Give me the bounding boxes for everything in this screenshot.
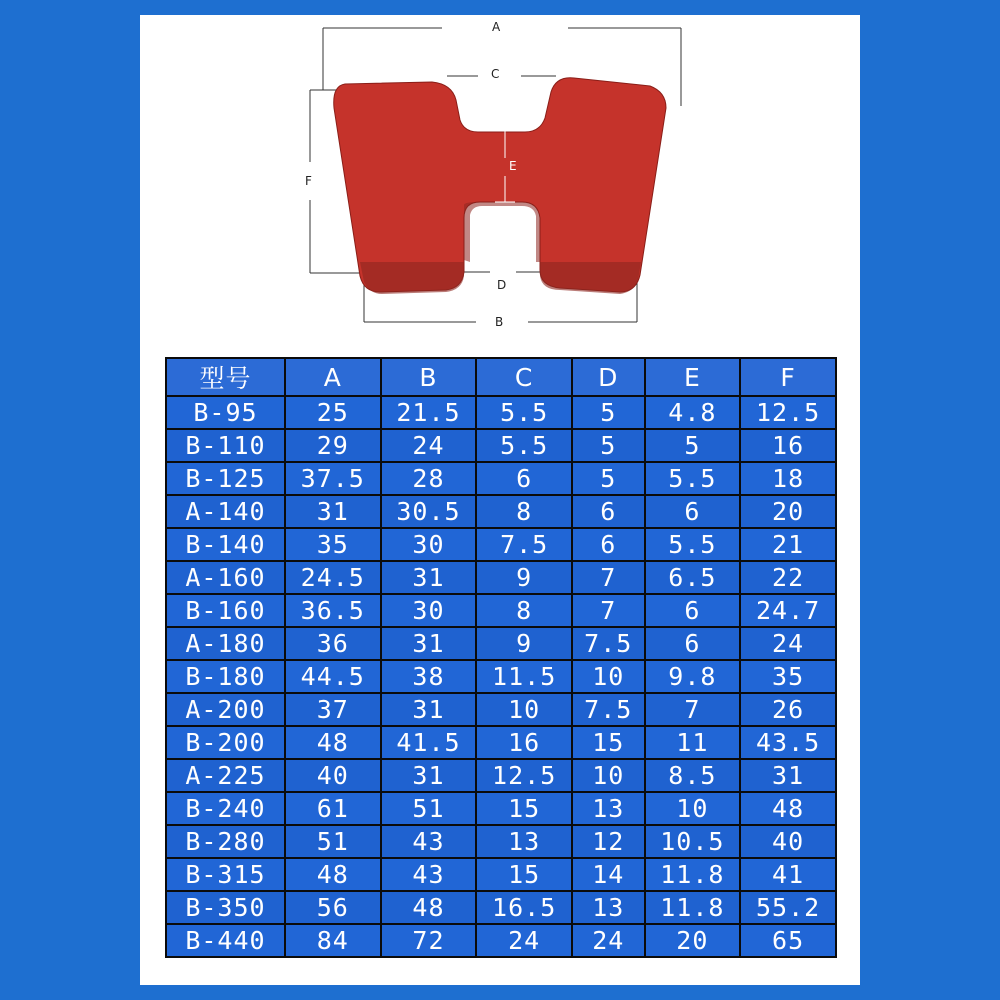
cell-e: 10 bbox=[645, 792, 741, 825]
cell-f: 18 bbox=[740, 462, 836, 495]
cell-a: 40 bbox=[285, 759, 381, 792]
part-drawing bbox=[0, 0, 1000, 345]
cell-d: 14 bbox=[572, 858, 644, 891]
cell-d: 7 bbox=[572, 594, 644, 627]
cell-d: 7.5 bbox=[572, 693, 644, 726]
cell-model: B-350 bbox=[166, 891, 285, 924]
dim-label-e: E bbox=[509, 159, 517, 173]
cell-f: 22 bbox=[740, 561, 836, 594]
cell-a: 37.5 bbox=[285, 462, 381, 495]
table-row bbox=[166, 759, 836, 792]
cell-e: 4.8 bbox=[645, 396, 741, 429]
cell-d: 10 bbox=[572, 759, 644, 792]
cell-a: 48 bbox=[285, 726, 381, 759]
cell-b: 72 bbox=[381, 924, 477, 957]
cell-e: 20 bbox=[645, 924, 741, 957]
table-row bbox=[166, 858, 836, 891]
coupling-part-shape bbox=[334, 78, 666, 292]
cell-f: 55.2 bbox=[740, 891, 836, 924]
cell-c: 16 bbox=[476, 726, 572, 759]
cell-c: 8 bbox=[476, 594, 572, 627]
cell-c: 8 bbox=[476, 495, 572, 528]
cell-e: 5 bbox=[645, 429, 741, 462]
dim-label-d: D bbox=[497, 278, 507, 292]
cell-a: 24.5 bbox=[285, 561, 381, 594]
cell-e: 5.5 bbox=[645, 462, 741, 495]
cell-c: 15 bbox=[476, 858, 572, 891]
cell-f: 65 bbox=[740, 924, 836, 957]
cell-a: 51 bbox=[285, 825, 381, 858]
cell-e: 11.8 bbox=[645, 891, 741, 924]
cell-model: B-110 bbox=[166, 429, 285, 462]
table-row bbox=[166, 594, 836, 627]
cell-a: 37 bbox=[285, 693, 381, 726]
cell-model: B-125 bbox=[166, 462, 285, 495]
cell-e: 10.5 bbox=[645, 825, 741, 858]
cell-a: 44.5 bbox=[285, 660, 381, 693]
cell-model: B-315 bbox=[166, 858, 285, 891]
dim-label-a: A bbox=[492, 20, 501, 34]
cell-e: 6 bbox=[645, 495, 741, 528]
cell-a: 61 bbox=[285, 792, 381, 825]
table-row bbox=[166, 462, 836, 495]
cell-d: 5 bbox=[572, 396, 644, 429]
cell-c: 9 bbox=[476, 561, 572, 594]
cell-c: 5.5 bbox=[476, 396, 572, 429]
cell-e: 7 bbox=[645, 693, 741, 726]
cell-model: A-225 bbox=[166, 759, 285, 792]
spec-header-row bbox=[166, 358, 836, 396]
cell-b: 31 bbox=[381, 561, 477, 594]
cell-f: 12.5 bbox=[740, 396, 836, 429]
cell-model: A-160 bbox=[166, 561, 285, 594]
cell-b: 30 bbox=[381, 528, 477, 561]
cell-d: 15 bbox=[572, 726, 644, 759]
cell-model: B-200 bbox=[166, 726, 285, 759]
dim-label-f: F bbox=[305, 174, 312, 188]
cell-b: 51 bbox=[381, 792, 477, 825]
table-row bbox=[166, 891, 836, 924]
cell-e: 6.5 bbox=[645, 561, 741, 594]
header-d: D bbox=[572, 358, 644, 396]
cell-a: 31 bbox=[285, 495, 381, 528]
table-row bbox=[166, 660, 836, 693]
cell-e: 11 bbox=[645, 726, 741, 759]
cell-model: B-95 bbox=[166, 396, 285, 429]
cell-b: 41.5 bbox=[381, 726, 477, 759]
cell-f: 16 bbox=[740, 429, 836, 462]
cell-d: 24 bbox=[572, 924, 644, 957]
cell-f: 20 bbox=[740, 495, 836, 528]
header-c: C bbox=[476, 358, 572, 396]
dim-label-c: C bbox=[491, 67, 500, 81]
table-row bbox=[166, 726, 836, 759]
cell-d: 6 bbox=[572, 528, 644, 561]
cell-f: 48 bbox=[740, 792, 836, 825]
spec-table bbox=[165, 357, 837, 958]
cell-f: 31 bbox=[740, 759, 836, 792]
table-row bbox=[166, 528, 836, 561]
cell-d: 7.5 bbox=[572, 627, 644, 660]
header-f: F bbox=[740, 358, 836, 396]
cell-model: B-180 bbox=[166, 660, 285, 693]
cell-f: 43.5 bbox=[740, 726, 836, 759]
cell-c: 13 bbox=[476, 825, 572, 858]
cell-c: 7.5 bbox=[476, 528, 572, 561]
header-e: E bbox=[645, 358, 741, 396]
cell-f: 41 bbox=[740, 858, 836, 891]
cell-a: 29 bbox=[285, 429, 381, 462]
cell-e: 5.5 bbox=[645, 528, 741, 561]
cell-model: A-180 bbox=[166, 627, 285, 660]
header-a: A bbox=[285, 358, 381, 396]
cell-model: A-140 bbox=[166, 495, 285, 528]
cell-b: 31 bbox=[381, 627, 477, 660]
cell-b: 24 bbox=[381, 429, 477, 462]
cell-b: 30.5 bbox=[381, 495, 477, 528]
cell-d: 6 bbox=[572, 495, 644, 528]
cell-a: 84 bbox=[285, 924, 381, 957]
cell-model: B-160 bbox=[166, 594, 285, 627]
cell-b: 31 bbox=[381, 693, 477, 726]
cell-a: 25 bbox=[285, 396, 381, 429]
cell-c: 5.5 bbox=[476, 429, 572, 462]
cell-model: B-280 bbox=[166, 825, 285, 858]
spec-body bbox=[166, 396, 836, 957]
cell-a: 48 bbox=[285, 858, 381, 891]
cell-f: 24 bbox=[740, 627, 836, 660]
cell-b: 21.5 bbox=[381, 396, 477, 429]
cell-d: 13 bbox=[572, 891, 644, 924]
cell-d: 5 bbox=[572, 462, 644, 495]
cell-c: 11.5 bbox=[476, 660, 572, 693]
cell-model: B-240 bbox=[166, 792, 285, 825]
cell-model: B-440 bbox=[166, 924, 285, 957]
cell-b: 30 bbox=[381, 594, 477, 627]
cell-b: 31 bbox=[381, 759, 477, 792]
table-row bbox=[166, 627, 836, 660]
cell-d: 12 bbox=[572, 825, 644, 858]
cell-b: 43 bbox=[381, 858, 477, 891]
table-row bbox=[166, 792, 836, 825]
cell-b: 43 bbox=[381, 825, 477, 858]
cell-d: 13 bbox=[572, 792, 644, 825]
cell-e: 8.5 bbox=[645, 759, 741, 792]
cell-c: 16.5 bbox=[476, 891, 572, 924]
cell-f: 40 bbox=[740, 825, 836, 858]
cell-b: 38 bbox=[381, 660, 477, 693]
cell-a: 36.5 bbox=[285, 594, 381, 627]
cell-d: 5 bbox=[572, 429, 644, 462]
cell-model: A-200 bbox=[166, 693, 285, 726]
cell-c: 24 bbox=[476, 924, 572, 957]
cell-a: 35 bbox=[285, 528, 381, 561]
cell-model: B-140 bbox=[166, 528, 285, 561]
dimension-diagram bbox=[0, 0, 720, 340]
table-row bbox=[166, 693, 836, 726]
cell-c: 10 bbox=[476, 693, 572, 726]
cell-f: 24.7 bbox=[740, 594, 836, 627]
cell-f: 26 bbox=[740, 693, 836, 726]
dim-label-b: B bbox=[495, 315, 504, 329]
cell-c: 6 bbox=[476, 462, 572, 495]
table-row bbox=[166, 396, 836, 429]
cell-c: 12.5 bbox=[476, 759, 572, 792]
table-row bbox=[166, 924, 836, 957]
cell-f: 35 bbox=[740, 660, 836, 693]
table-row bbox=[166, 561, 836, 594]
cell-d: 10 bbox=[572, 660, 644, 693]
cell-c: 15 bbox=[476, 792, 572, 825]
header-model: 型号 bbox=[166, 358, 285, 396]
table-row bbox=[166, 429, 836, 462]
cell-a: 36 bbox=[285, 627, 381, 660]
table-row bbox=[166, 825, 836, 858]
cell-e: 9.8 bbox=[645, 660, 741, 693]
cell-b: 28 bbox=[381, 462, 477, 495]
cell-b: 48 bbox=[381, 891, 477, 924]
cell-c: 9 bbox=[476, 627, 572, 660]
cell-a: 56 bbox=[285, 891, 381, 924]
cell-e: 11.8 bbox=[645, 858, 741, 891]
cell-e: 6 bbox=[645, 627, 741, 660]
table-row bbox=[166, 495, 836, 528]
cell-d: 7 bbox=[572, 561, 644, 594]
cell-e: 6 bbox=[645, 594, 741, 627]
cell-f: 21 bbox=[740, 528, 836, 561]
header-b: B bbox=[381, 358, 477, 396]
